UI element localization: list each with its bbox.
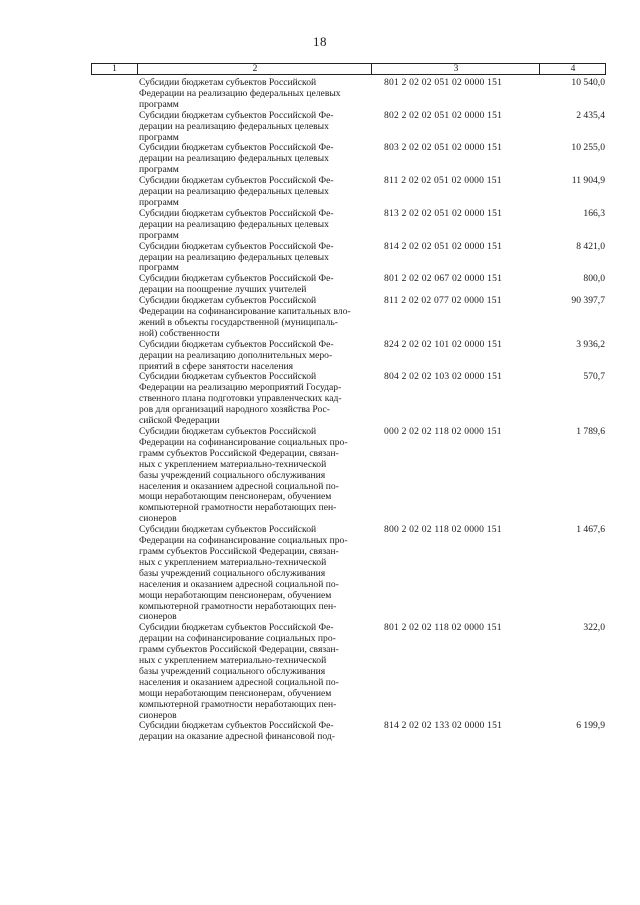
row-amount: 90 397,7 xyxy=(571,295,605,307)
row-name: Субсидии бюджетам субъектов Российской Фе- дерации на оказание адресной финансовой под- xyxy=(139,720,335,743)
table-row xyxy=(0,372,640,427)
row-name: Субсидии бюджетам субъектов Российской Федерации на софинансирование социальных про- грамм субъектов Российской Федерации, связан- ных с укреплением материально-технической базы учреждений социального обслуживания населения и оказанием адресной социальной по- мощи неработающим пенсионерам, обучением компьютерной грамотности неработающих пен- сионеров xyxy=(139,524,348,623)
table-row xyxy=(0,111,640,144)
row-name: Субсидии бюджетам субъектов Российской Фе- дерации на реализацию дополнительных меро- приятий в сфере занятости населения xyxy=(139,338,334,372)
table-row xyxy=(0,525,640,623)
row-code: 800 2 02 02 118 02 0000 151 xyxy=(384,524,502,536)
row-name: Субсидии бюджетам субъектов Российской Фе- дерации на реализацию федеральных целевых программ xyxy=(139,207,334,241)
table-row xyxy=(0,296,640,340)
row-code: 801 2 02 02 067 02 0000 151 xyxy=(384,273,503,285)
row-name: Субсидии бюджетам субъектов Российской Фе- дерации на софинансирование социальных про- грамм субъектов Российской Федерации, связан- ных с укреплением материально-технической базы учреждений социального обслуживания населения и оказанием адресной социальной по- мощи неработающим пенсионерам, обучением компьютерной грамотности неработающих пен- сионеров xyxy=(139,622,339,721)
table-row xyxy=(0,143,640,176)
row-name: Субсидии бюджетам субъектов Российской Фе- дерации на поощрение лучших учителей xyxy=(139,273,334,296)
row-code: 813 2 02 02 051 02 0000 151 xyxy=(384,207,503,219)
row-amount: 10 540,0 xyxy=(571,77,605,88)
row-code: 000 2 02 02 118 02 0000 151 xyxy=(384,426,502,437)
row-amount: 2 435,4 xyxy=(576,109,605,121)
row-code: 814 2 02 02 133 02 0000 151 xyxy=(384,720,503,732)
table-row xyxy=(0,274,640,296)
row-code: 803 2 02 02 051 02 0000 151 xyxy=(384,142,503,154)
row-name: Субсидии бюджетам субъектов Российской Федерации на софинансирование капитальных вло- жений в объекты государственной (муниципаль- ной) собственности xyxy=(139,295,351,339)
row-name: Субсидии бюджетам субъектов Российской Федерации на софинансирование социальных про- грамм субъектов Российской Федерации, связан- ных с укреплением материально-технической базы учреждений социального обслуживания населения и оказанием адресной социальной по- мощи неработающим пенсионерам, обучением компьютерной грамотности неработающих пен- сионеров xyxy=(139,426,348,525)
table-row xyxy=(0,176,640,209)
row-name: Субсидии бюджетам субъектов Российской Федерации на реализацию мероприятий Государ- ственного плана подготовки управленческих кад- ров для организаций народного хозяйства Рос- сийской Федерации xyxy=(139,371,342,427)
table-row xyxy=(0,427,640,525)
row-amount: 11 904,9 xyxy=(571,175,605,187)
row-amount: 166,3 xyxy=(583,207,605,219)
row-amount: 8 421,0 xyxy=(576,240,605,252)
table-row xyxy=(0,209,640,242)
header-col-4: 4 xyxy=(539,64,606,74)
row-code: 801 2 02 02 118 02 0000 151 xyxy=(384,622,502,634)
row-amount: 322,0 xyxy=(583,622,605,634)
row-name: Субсидии бюджетам субъектов Российской Фе- дерации на реализацию федеральных целевых программ xyxy=(139,109,334,143)
row-amount: 800,0 xyxy=(583,273,605,285)
table-row xyxy=(0,340,640,373)
row-code: 801 2 02 02 051 02 0000 151 xyxy=(384,77,503,88)
page-number: 18 xyxy=(313,34,327,49)
table-header xyxy=(91,63,606,75)
table-row xyxy=(0,242,640,275)
row-amount: 1 789,6 xyxy=(576,426,605,437)
table-row xyxy=(0,78,640,111)
header-col-3: 3 xyxy=(371,64,540,74)
row-code: 802 2 02 02 051 02 0000 151 xyxy=(384,109,503,121)
row-code: 811 2 02 02 077 02 0000 151 xyxy=(384,295,502,307)
row-amount: 1 467,6 xyxy=(576,524,605,536)
row-name: Субсидии бюджетам субъектов Российской Фе- дерации на реализацию федеральных целевых программ xyxy=(139,175,334,208)
row-code: 811 2 02 02 051 02 0000 151 xyxy=(384,175,502,187)
row-code: 814 2 02 02 051 02 0000 151 xyxy=(384,240,503,252)
row-amount: 3 936,2 xyxy=(576,338,605,350)
row-amount: 6 199,9 xyxy=(576,720,605,732)
row-amount: 570,7 xyxy=(583,371,605,383)
row-code: 804 2 02 02 103 02 0000 151 xyxy=(384,371,503,383)
table-row xyxy=(0,721,640,743)
table-row xyxy=(0,623,640,721)
header-col-2: 2 xyxy=(137,64,372,74)
row-name: Субсидии бюджетам субъектов Российской Федерации на реализацию федеральных целевых программ xyxy=(139,77,341,110)
row-code: 824 2 02 02 101 02 0000 151 xyxy=(384,338,503,350)
row-name: Субсидии бюджетам субъектов Российской Фе- дерации на реализацию федеральных целевых программ xyxy=(139,142,334,176)
header-col-1: 1 xyxy=(112,64,117,74)
row-amount: 10 255,0 xyxy=(571,142,605,154)
row-name: Субсидии бюджетам субъектов Российской Фе- дерации на реализацию федеральных целевых программ xyxy=(139,240,334,274)
table-body xyxy=(0,78,640,743)
